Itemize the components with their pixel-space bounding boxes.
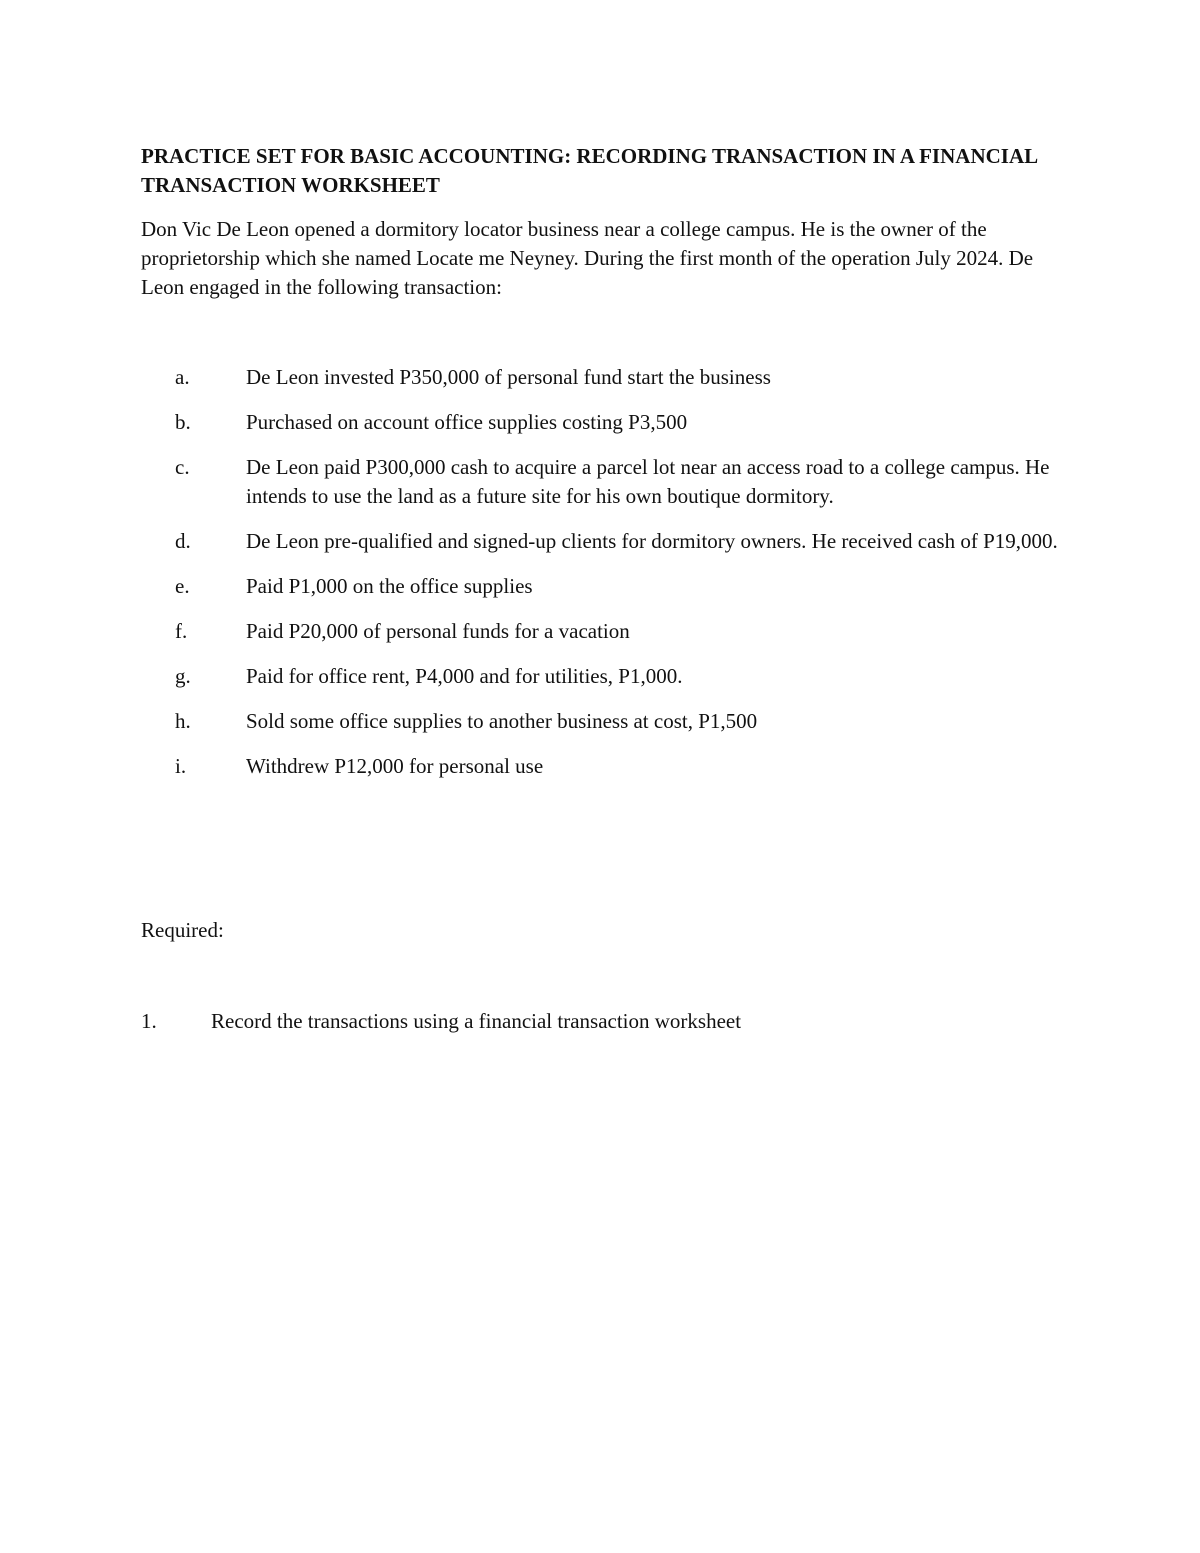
list-item-text: De Leon paid P300,000 cash to acquire a parcel lot near an access road to a college campus. He intends to use the land as a future site for his own boutique dormitory. (246, 455, 1050, 508)
list-item-text: De Leon pre-qualified and signed-up clients for dormitory owners. He received cash of P19,000. (246, 529, 1058, 553)
list-item-letter: c. (175, 455, 190, 479)
list-item (141, 363, 1071, 392)
list-item-letter: f. (175, 619, 188, 643)
list-item-text: Sold some office supplies to another business at cost, P1,500 (246, 709, 758, 733)
transaction-list (141, 363, 1071, 797)
list-item-letter: i. (175, 754, 187, 778)
list-item (141, 572, 1071, 601)
intro-paragraph: Don Vic De Leon opened a dormitory locator business near a college campus. He is the owner of the proprietorship which she named Locate me Neyney. During the first month of the operation July 2024. De Leon engaged in the following transaction: (141, 217, 1034, 299)
list-item (141, 662, 1071, 691)
list-item (141, 527, 1071, 556)
list-item-letter: b. (175, 410, 191, 434)
document-title: PRACTICE SET FOR BASIC ACCOUNTING: RECORDING TRANSACTION IN A FINANCIAL TRANSACTION WORKSHEET (141, 144, 1037, 197)
list-item-text: Purchased on account office supplies costing P3,500 (246, 410, 688, 434)
list-item-text: Paid P1,000 on the office supplies (246, 574, 533, 598)
list-item-letter: a. (175, 365, 190, 389)
list-item-letter: h. (175, 709, 191, 733)
list-item (141, 408, 1071, 437)
required-heading: Required: (141, 918, 224, 942)
list-item-letter: g. (175, 664, 191, 688)
list-item-text: Paid for office rent, P4,000 and for utilities, P1,000. (246, 664, 683, 688)
list-item-text: Withdrew P12,000 for personal use (246, 754, 544, 778)
list-item (141, 453, 1071, 511)
list-item-text: De Leon invested P350,000 of personal fund start the business (246, 365, 771, 389)
list-item-letter: e. (175, 574, 190, 598)
list-item-letter: d. (175, 529, 191, 553)
requirement-number: 1. (141, 1009, 157, 1033)
list-item-text: Paid P20,000 of personal funds for a vacation (246, 619, 630, 643)
list-item (141, 752, 1071, 781)
requirement-text: Record the transactions using a financial transaction worksheet (211, 1009, 742, 1033)
list-item (141, 617, 1071, 646)
list-item (141, 707, 1071, 736)
